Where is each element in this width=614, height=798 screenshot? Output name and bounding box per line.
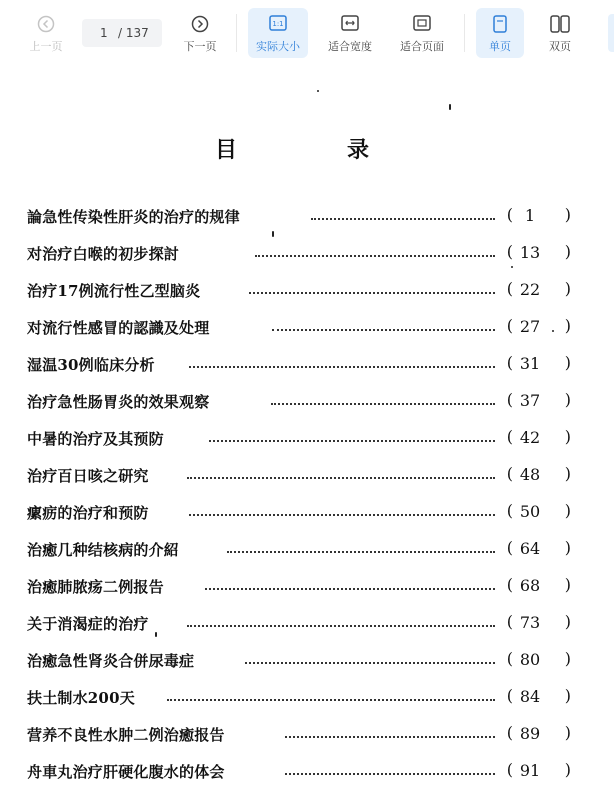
toc-entry-title: 治癒几种结核病的介紹 [27,541,180,559]
toc-entry-page: 42 [519,428,541,447]
toc-leader-dots [245,662,495,664]
toc-entry[interactable] [27,500,587,526]
toc-entry-page: 1 [524,206,536,225]
toc-paren-open: ( [506,316,513,335]
next-page-label: 下一页 [183,40,217,53]
toc-entry-page: 48 [519,465,541,484]
toc-entry-page: 22 [519,280,541,299]
toc-paren-open: ( [506,575,513,594]
toc-leader-dots [272,329,495,331]
scan-speck [511,266,513,268]
toc-entry[interactable] [27,204,587,230]
toc-entry[interactable] [27,315,587,341]
actual-size-button[interactable] [248,8,308,58]
toc-paren-open: ( [506,538,513,557]
toc-leader-dots [255,255,495,257]
document-page [0,66,614,798]
toc-entry[interactable] [27,722,587,748]
fit-page-button[interactable] [392,8,452,58]
page-title-char-2: 录 [347,137,370,163]
toc-paren-open: ( [506,390,513,409]
toc-entry[interactable] [27,611,587,637]
toc-leader-dots [189,366,495,368]
toc-paren-close: ) [564,316,571,335]
toc-entry[interactable] [27,463,587,489]
toc-entry-title: 治癒肺脓疡二例报告 [27,578,164,596]
toc-leader-dots [187,625,495,627]
toc-paren-close: ) [564,390,571,409]
toc-paren-open: ( [506,612,513,631]
scan-speck [449,104,451,110]
toc-paren-close: ) [564,538,571,557]
toc-paren-close: ) [564,205,571,224]
toc-entry[interactable] [27,759,587,785]
toolbar-divider [236,14,237,52]
scan-speck [317,90,319,92]
single-page-icon [493,15,507,33]
toc-leader-dots [249,292,495,294]
toc-leader-dots [311,218,495,220]
fit-width-icon [341,15,359,31]
toc-leader-dots [187,477,495,479]
toolbar-divider [464,14,465,52]
actual-size-icon [269,15,287,31]
toc-paren-open: ( [506,242,513,261]
toc-paren-close: ) [564,353,571,372]
toc-leader-dots [209,440,495,442]
scan-speck [272,231,274,237]
chevron-left-icon [37,15,55,33]
toc-entry-title: 扶土制水200天 [27,689,135,707]
page-title-char-1: 目 [215,137,238,163]
toc-paren-close: ) [564,686,571,705]
toc-entry[interactable] [27,352,587,378]
scan-speck [552,330,554,332]
toc-leader-dots [205,588,495,590]
toc-entry-title: 治疗百日咳之研究 [27,467,149,485]
double-page-label: 双页 [549,40,571,53]
toc-entry-page: 84 [519,687,541,706]
toc-entry-page: 68 [519,576,541,595]
toc-leader-dots [167,699,495,701]
toc-entry[interactable] [27,537,587,563]
toc-entry-page: 80 [519,650,541,669]
toc-paren-close: ) [564,760,571,779]
toc-entry-title: 舟車丸治疗肝硬化腹水的体会 [27,763,225,781]
toc-entry-title: 对治疗白喉的初步探討 [27,245,180,263]
prev-page-button[interactable] [20,8,72,58]
toc-entry[interactable] [27,648,587,674]
double-page-button[interactable] [536,8,584,58]
single-page-button[interactable] [476,8,524,58]
svg-text:1:1: 1:1 [272,20,284,28]
toc-entry-title: 关于消渴症的治疗 [27,615,149,633]
toc-paren-open: ( [506,279,513,298]
toc-paren-close: ) [564,279,571,298]
toc-paren-open: ( [506,686,513,705]
next-page-button[interactable] [174,8,226,58]
actual-size-label: 实际大小 [256,40,300,53]
toc-entry-page: 37 [519,391,541,410]
toc-entry[interactable] [27,241,587,267]
prev-page-label: 上一页 [29,40,63,53]
toc-entry-title: 治疗急性肠胃炎的效果观察 [27,393,210,411]
page-total: / 137 [118,26,149,40]
toc-leader-dots [227,551,495,553]
toc-entry[interactable] [27,389,587,415]
toc-entry-title: 湿温30例临床分析 [27,356,155,374]
toc-paren-open: ( [506,464,513,483]
toc-entry[interactable] [27,574,587,600]
toc-paren-close: ) [564,501,571,520]
toc-entry-page: 91 [519,761,541,780]
toc-entry-title: 中暑的治疗及其预防 [27,430,164,448]
toc-entry-page: 64 [519,539,541,558]
toc-entry-title: 治疗17例流行性乙型脑炎 [27,282,201,300]
toc-leader-dots [285,773,495,775]
toc-entry-page: 31 [519,354,541,373]
fit-page-label: 适合页面 [400,40,444,53]
toc-entry-title: 論急性传染性肝炎的治疗的规律 [27,208,240,226]
toc-paren-open: ( [506,353,513,372]
toc-entry-title: 营养不良性水肿二例治癒报告 [27,726,225,744]
toolbar-overflow-edge[interactable] [608,14,614,52]
toc-entry[interactable] [27,278,587,304]
fit-width-button[interactable] [320,8,380,58]
toc-paren-close: ) [564,723,571,742]
scan-speck [155,632,157,637]
page-number-box[interactable] [82,19,162,47]
toc-entry-page: 89 [519,724,541,743]
toc-paren-close: ) [564,612,571,631]
toc-paren-close: ) [564,242,571,261]
toc-paren-open: ( [506,760,513,779]
single-page-label: 单页 [489,40,511,53]
toc-paren-open: ( [506,501,513,520]
toc-paren-open: ( [506,427,513,446]
toc-leader-dots [285,736,495,738]
toc-paren-close: ) [564,575,571,594]
toc-entry-title: 瘰疬的治疗和预防 [27,504,149,522]
toc-entry-page: 73 [519,613,541,632]
double-page-icon [550,15,570,33]
page-current-input[interactable]: 1 [100,26,108,40]
fit-page-icon [413,15,431,31]
toc-entry-page: 27 [519,317,541,336]
toc-entry[interactable] [27,426,587,452]
toc-paren-open: ( [506,205,513,224]
toc-paren-close: ) [564,649,571,668]
toc-entry[interactable] [27,685,587,711]
toc-leader-dots [189,514,495,516]
fit-width-label: 适合宽度 [328,40,372,53]
chevron-right-icon [191,15,209,33]
toc-entry-page: 50 [519,502,541,521]
toc-paren-open: ( [506,649,513,668]
viewer-toolbar [0,0,614,66]
toc-leader-dots [271,403,495,405]
toc-paren-open: ( [506,723,513,742]
toc-entry-page: 13 [519,243,541,262]
toc-paren-close: ) [564,464,571,483]
toc-entry-title: 治癒急性肾炎合併尿毒症 [27,652,195,670]
toc-entry-title: 对流行性感冒的認識及处理 [27,319,210,337]
toc-paren-close: ) [564,427,571,446]
